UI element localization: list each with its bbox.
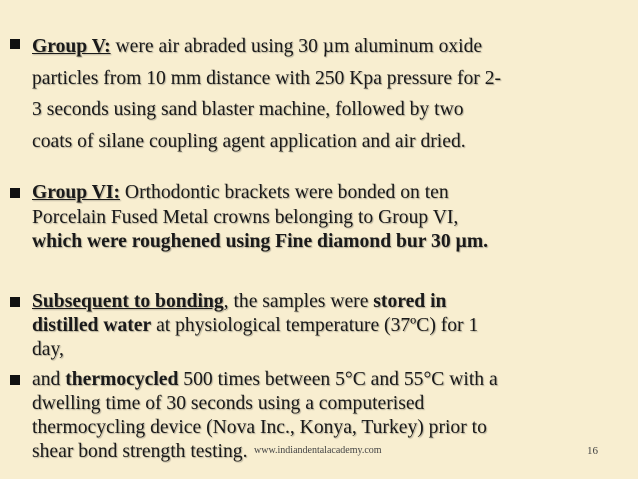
stored-in-emphasis: stored in	[373, 291, 447, 312]
thermocycled-emphasis: thermocycled	[65, 369, 179, 390]
storage-text-1: , the samples were	[223, 291, 374, 312]
thermo-line-2: dwelling time of 30 seconds using a computerised	[32, 393, 425, 414]
group-vi-line-3: which were roughened using Fine diamond bur 30 µm.	[32, 231, 489, 252]
group-vi-line-2: Porcelain Fused Metal crowns belonging to Group VI,	[32, 206, 459, 228]
subsequent-bonding-label: Subsequent to bonding	[32, 291, 224, 312]
thermo-line-3: thermocycling device (Nova Inc., Konya, Turkey) prior to	[32, 417, 487, 438]
bullet-storage	[32, 290, 630, 362]
page-number: 16	[587, 445, 598, 457]
storage-text-3: day,	[32, 339, 64, 360]
storage-text-2: at physiological temperature (37ºC) for 1	[151, 315, 479, 336]
group-v-line-3: 3 seconds using sand blaster machine, followed by two	[32, 99, 464, 120]
distilled-water-emphasis: distilled water	[32, 315, 152, 336]
group-v-label: Group V:	[32, 36, 111, 57]
footer-url: www.indiandentalacademy.com	[254, 445, 382, 456]
thermo-text-1: and	[32, 369, 66, 390]
bullet-square-icon	[10, 39, 20, 49]
bullet-square-icon	[10, 375, 20, 385]
thermo-line-4: shear bond strength testing.	[32, 441, 248, 462]
bullet-square-icon	[10, 297, 20, 307]
group-v-line-1: were air abraded using 30 µm aluminum oxide	[110, 36, 483, 57]
bullet-group-v	[32, 31, 630, 157]
bullet-group-vi	[32, 181, 630, 255]
group-v-line-4: coats of silane coupling agent application and air dried.	[32, 130, 466, 152]
bullet-square-icon	[10, 188, 20, 198]
group-vi-line-1: Orthodontic brackets were bonded on ten	[120, 182, 449, 203]
group-vi-label: Group VI:	[32, 182, 121, 203]
thermo-text-2: 500 times between 5°C and 55°C with a	[178, 369, 498, 390]
group-v-line-2: particles from 10 mm distance with 250 Kpa pressure for 2-	[32, 67, 502, 89]
